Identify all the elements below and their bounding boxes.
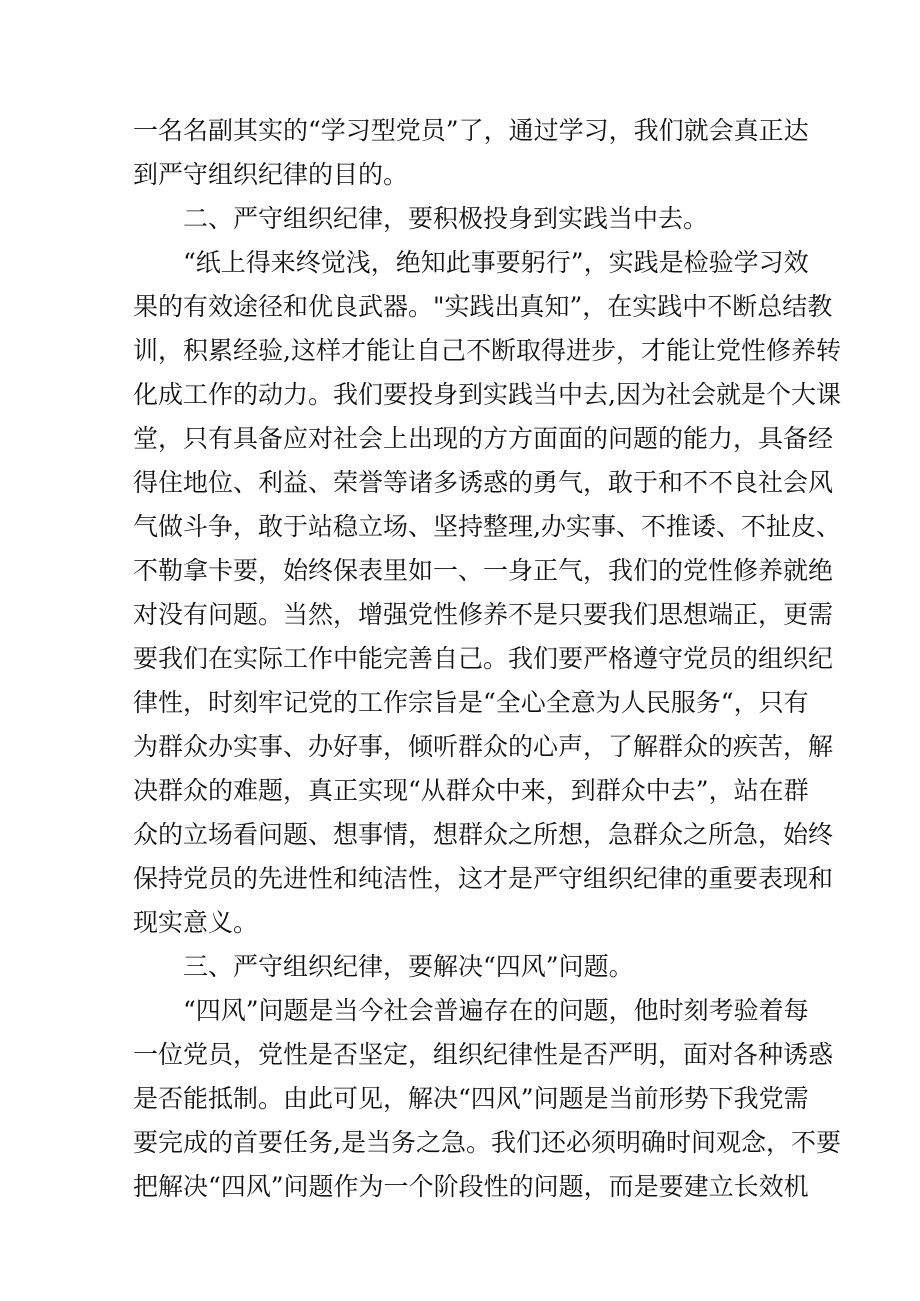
section-heading: 三、严守组织纪律，要解决“四风”问题。 <box>183 952 634 981</box>
section-heading: 二、严守组织纪律，要积极投身到实践当中去。 <box>183 204 709 233</box>
text-line: “纸上得来终觉浅，绝知此事要躬行”，实践是检验学习效 <box>183 248 809 277</box>
text-line: 一位党员，党性是否坚定，组织纪律性是否严明，面对各种诱惑 <box>133 1040 834 1069</box>
text-line: 是否能抵制。由此可见，解决“四风”问题是当前形势下我党需 <box>133 1084 809 1113</box>
text-line: 堂，只有具备应对社会上出现的方方面面的问题的能力，具备经 <box>133 424 834 453</box>
text-line: 不勒拿卡要，始终保表里如一、一身正气，我们的党性修养就绝 <box>133 556 834 585</box>
text-line: “四风”问题是当今社会普遍存在的问题，他时刻考验着每 <box>183 996 809 1025</box>
text-line: 化成工作的动力。我们要投身到实践当中去,因为社会就是个大课 <box>133 380 841 409</box>
text-line: 为群众办实事、办好事，倾听群众的心声，了解群众的疾苦，解 <box>133 732 834 761</box>
text-line: 律性，时刻牢记党的工作宗旨是“全心全意为人民服务“，只有 <box>133 688 809 717</box>
text-line: 对没有问题。当然，增强党性修养不是只要我们思想端正，更需 <box>133 600 834 629</box>
text-line: 果的有效途径和优良武器。"实践出真知”，在实践中不断总结教 <box>133 292 833 321</box>
text-line: 要我们在实际工作中能完善自己。我们要严格遵守党员的组织纪 <box>133 644 834 673</box>
text-line: 得住地位、利益、荣誉等诸多诱惑的勇气，敢于和不不良社会风 <box>133 468 834 497</box>
text-line: 到严守组织纪律的目的。 <box>133 160 409 189</box>
text-line: 气做斗争，敢于站稳立场、坚持整理,办实事、不推诿、不扯皮、 <box>133 512 841 541</box>
text-line: 保持党员的先进性和纯洁性，这才是严守组织纪律的重要表现和 <box>133 864 834 893</box>
text-line: 现实意义。 <box>133 908 259 937</box>
text-line: 决群众的难题，真正实现“从群众中来，到群众中去”，站在群 <box>133 776 809 805</box>
text-line: 要完成的首要任务,是当务之急。我们还必须明确时间观念，不要 <box>133 1128 841 1157</box>
text-line: 众的立场看问题、想事情，想群众之所想，急群众之所急，始终 <box>133 820 834 849</box>
text-line: 训，积累经验,这样才能让自己不断取得进步，才能让党性修养转 <box>133 336 841 365</box>
text-line: 把解决“四风”问题作为一个阶段性的问题，而是要建立长效机 <box>133 1172 809 1201</box>
text-line: 一名名副其实的“学习型党员”了，通过学习，我们就会真正达 <box>133 116 809 145</box>
